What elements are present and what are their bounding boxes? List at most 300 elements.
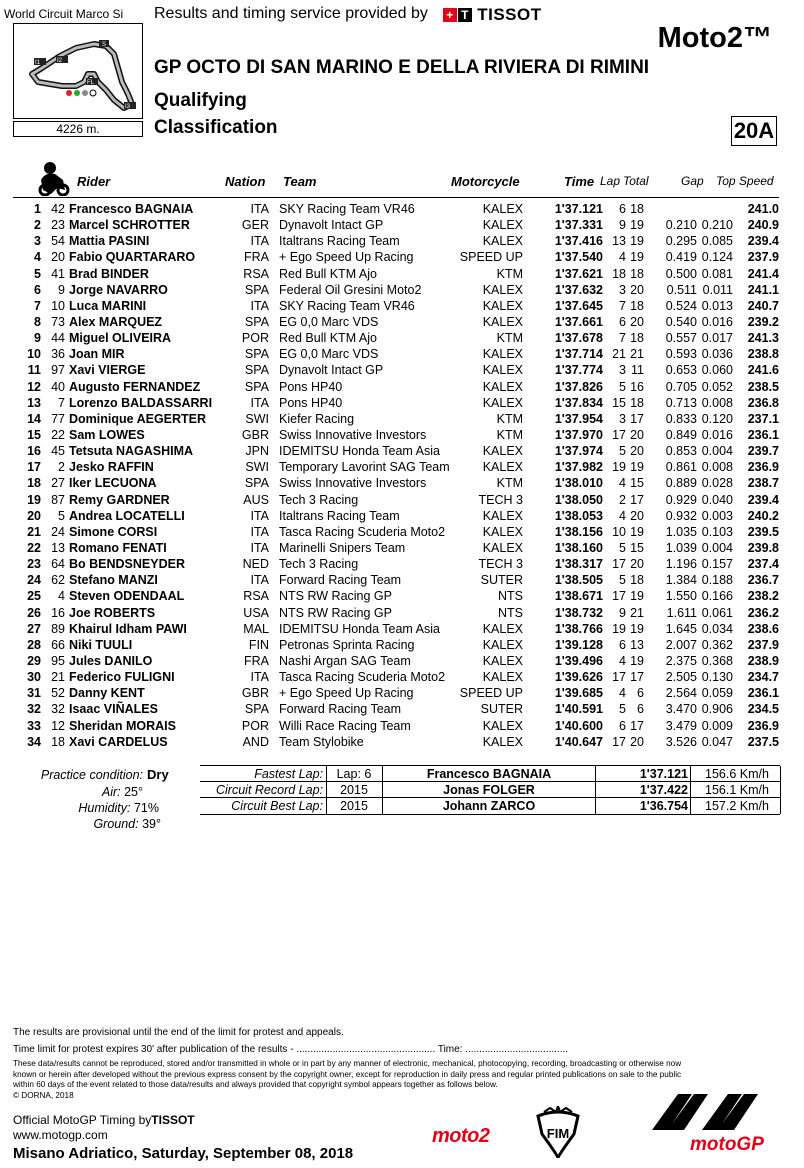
record-time: 1'36.754 — [639, 799, 688, 813]
table-row — [13, 298, 779, 314]
record-row — [200, 798, 780, 814]
position: 26 — [27, 605, 41, 620]
top-speed: 236.9 — [747, 718, 779, 733]
position: 12 — [27, 379, 41, 394]
rider-number: 52 — [51, 686, 65, 701]
top-speed: 237.9 — [747, 637, 779, 652]
document-type: Classification — [154, 117, 278, 138]
rider-number: 41 — [51, 266, 65, 281]
total-laps: 19 — [630, 653, 644, 668]
total-laps: 18 — [630, 573, 644, 588]
motorcycle: KALEX — [482, 653, 523, 668]
team-name: Tasca Racing Scuderia Moto2 — [279, 524, 446, 539]
nation: ITA — [250, 234, 269, 249]
rider-name: Luca MARINI — [69, 298, 147, 313]
rider-name: Sam LOWES — [69, 427, 145, 442]
gap-to-first: 0.419 — [665, 250, 697, 265]
team-name: Italtrans Racing Team — [279, 508, 400, 523]
gap-to-previous: 0.016 — [701, 314, 733, 329]
total-laps: 17 — [630, 718, 644, 733]
top-speed: 237.1 — [747, 411, 779, 426]
total-laps: 19 — [630, 218, 644, 233]
table-row — [13, 443, 779, 459]
motorcycle: KTM — [496, 331, 523, 346]
team-name: Tasca Racing Scuderia Moto2 — [279, 670, 446, 685]
lap-time: 1'37.714 — [554, 347, 603, 362]
gap-to-previous: 0.004 — [701, 540, 733, 555]
best-lap: 3 — [619, 411, 626, 426]
total-laps: 19 — [630, 621, 644, 636]
table-row — [13, 572, 779, 588]
rider-name: Isaac VIÑALES — [69, 702, 158, 717]
rider-name: Jesko RAFFIN — [69, 460, 154, 475]
best-lap: 3 — [619, 282, 626, 297]
total-laps: 18 — [630, 266, 644, 281]
gap-to-previous: 0.085 — [701, 234, 733, 249]
best-lap: 5 — [619, 702, 626, 717]
total-laps: 13 — [630, 637, 644, 652]
nation: SPA — [244, 702, 269, 717]
best-lap: 5 — [619, 540, 626, 555]
team-name: Forward Racing Team — [279, 573, 402, 588]
rider-number: 73 — [51, 314, 65, 329]
rider-number: 40 — [51, 379, 65, 394]
nation: SPA — [244, 347, 269, 362]
table-row — [13, 734, 779, 750]
best-lap: 17 — [612, 589, 626, 604]
gap-to-first: 0.210 — [665, 218, 697, 233]
lap-time: 1'37.834 — [554, 395, 603, 410]
motorcycle: SPEED UP — [459, 686, 523, 701]
nation: FRA — [244, 250, 269, 265]
tissot-logo-text: TISSOT — [477, 5, 542, 24]
gap-to-first: 0.705 — [665, 379, 697, 394]
nation: ITA — [250, 573, 269, 588]
gap-to-previous: 0.008 — [701, 460, 733, 475]
records-table — [200, 765, 780, 815]
motorcycle: KTM — [496, 476, 523, 491]
lap-time: 1'39.496 — [554, 653, 603, 668]
gap-to-first: 1.035 — [665, 524, 697, 539]
motorcycle: SUTER — [480, 702, 523, 717]
gap-to-first: 0.833 — [665, 411, 697, 426]
table-row — [13, 540, 779, 556]
rider-number: 97 — [51, 363, 65, 378]
table-row — [13, 556, 779, 572]
gap-to-previous: 0.362 — [701, 637, 733, 652]
position: 31 — [27, 686, 41, 701]
lap-time: 1'37.774 — [554, 363, 603, 378]
gap-to-previous: 0.120 — [701, 411, 733, 426]
rider-name: Francesco BAGNAIA — [69, 202, 194, 216]
rider-name: Alex MARQUEZ — [69, 314, 163, 329]
team-name: Red Bull KTM Ajo — [279, 331, 377, 346]
fim-logo-text: FIM — [546, 1126, 570, 1141]
total-laps: 20 — [630, 444, 644, 459]
top-speed: 237.9 — [747, 250, 779, 265]
gap-to-first: 0.540 — [665, 314, 697, 329]
provisional-note: The results are provisional until the end of the limit for protest and appeals. — [13, 1027, 344, 1038]
nation: FRA — [244, 653, 269, 668]
practice-condition — [0, 768, 143, 782]
nation: SPA — [244, 282, 269, 297]
total-laps: 18 — [630, 331, 644, 346]
position: 4 — [34, 250, 41, 265]
top-speed: 239.4 — [747, 234, 779, 249]
nation: FIN — [248, 637, 269, 652]
rider-name: Marcel SCHROTTER — [69, 218, 190, 233]
best-lap: 6 — [619, 314, 626, 329]
top-speed: 240.7 — [747, 298, 779, 313]
gap-to-previous: 0.081 — [701, 266, 733, 281]
position: 13 — [27, 395, 41, 410]
best-lap: 4 — [619, 653, 626, 668]
col-team: Team — [283, 174, 317, 189]
lap-time: 1'40.647 — [554, 734, 603, 749]
lap-time: 1'37.954 — [554, 411, 603, 426]
position: 33 — [27, 718, 41, 733]
rider-name: Bo BENDSNEYDER — [69, 557, 185, 572]
lap-time: 1'38.010 — [554, 476, 603, 491]
lap-time: 1'37.621 — [554, 266, 603, 281]
gap-to-previous: 0.008 — [701, 395, 733, 410]
gap-to-previous: 0.157 — [701, 557, 733, 572]
nation: POR — [241, 331, 269, 346]
best-lap: 6 — [619, 637, 626, 652]
gap-to-first: 2.564 — [665, 686, 697, 701]
table-row — [13, 395, 779, 411]
humidity — [16, 801, 159, 815]
top-speed: 236.2 — [747, 605, 779, 620]
gap-to-first: 2.505 — [665, 670, 697, 685]
rider-number: 66 — [51, 637, 65, 652]
record-speed: 156.6 Km/h — [705, 767, 769, 781]
results-table — [13, 201, 779, 750]
best-lap: 15 — [612, 395, 626, 410]
best-lap: 2 — [619, 492, 626, 507]
table-row — [13, 249, 779, 265]
rider-name: Romano FENATI — [69, 540, 167, 555]
track-layout-icon — [14, 24, 142, 118]
lap-time: 1'37.982 — [554, 460, 603, 475]
table-row — [13, 459, 779, 475]
gap-to-previous: 0.004 — [701, 444, 733, 459]
gap-to-previous: 0.061 — [701, 605, 733, 620]
motorcycle: KTM — [496, 427, 523, 442]
team-name: + Ego Speed Up Racing — [279, 250, 414, 265]
motorcycle: KTM — [496, 266, 523, 281]
total-laps: 15 — [630, 476, 644, 491]
practice-condition-label: Practice condition: — [40, 768, 143, 782]
lap-time: 1'38.317 — [554, 557, 603, 572]
record-rider: Johann ZARCO — [442, 799, 536, 813]
lap-time: 1'38.050 — [554, 492, 603, 507]
best-lap: 7 — [619, 298, 626, 313]
rider-name: Joe ROBERTS — [69, 605, 156, 620]
team-name: EG 0,0 Marc VDS — [279, 314, 379, 329]
team-name: Kiefer Racing — [279, 411, 355, 426]
best-lap: 4 — [619, 250, 626, 265]
rider-helmet-icon — [37, 160, 71, 196]
table-row — [13, 605, 779, 621]
position: 7 — [34, 298, 41, 313]
rider-name: Steven ODENDAAL — [69, 589, 185, 604]
position: 34 — [27, 734, 41, 749]
place-date: Misano Adriatico, Saturday, September 08, 2018 — [13, 1145, 354, 1162]
nation: SPA — [244, 314, 269, 329]
nation: SPA — [244, 363, 269, 378]
gap-to-first: 3.479 — [665, 718, 697, 733]
team-name: Swiss Innovative Investors — [279, 427, 427, 442]
team-name: Willi Race Racing Team — [279, 718, 411, 733]
team-name: IDEMITSU Honda Team Asia — [279, 621, 440, 636]
top-speed: 239.5 — [747, 524, 779, 539]
motorcycle: KALEX — [482, 234, 523, 249]
lap-time: 1'38.160 — [554, 540, 603, 555]
top-speed: 238.6 — [747, 621, 779, 636]
position: 32 — [27, 702, 41, 717]
rider-name: Brad BINDER — [69, 266, 149, 281]
rider-name: Khairul Idham PAWI — [69, 621, 187, 636]
humidity-label: Humidity: — [78, 801, 131, 815]
gap-to-first: 1.611 — [666, 605, 697, 620]
total-laps: 20 — [630, 314, 644, 329]
table-row — [13, 346, 779, 362]
motorcycle: KALEX — [482, 218, 523, 233]
position: 2 — [34, 218, 41, 233]
team-name: Team Stylobike — [279, 734, 364, 749]
tissot-logo — [443, 5, 542, 25]
motorcycle: KALEX — [482, 524, 523, 539]
table-row — [13, 362, 779, 378]
lap-time: 1'38.505 — [554, 573, 603, 588]
table-header — [13, 168, 779, 198]
gap-to-previous: 0.906 — [701, 702, 733, 717]
air-value: 25° — [124, 785, 143, 799]
team-name: Swiss Innovative Investors — [279, 476, 427, 491]
position: 1 — [34, 202, 41, 216]
lap-time: 1'40.591 — [554, 702, 603, 717]
air-temp — [0, 785, 143, 799]
table-row — [13, 330, 779, 346]
nation: SPA — [244, 476, 269, 491]
lap-time: 1'39.626 — [554, 670, 603, 685]
nation: JPN — [245, 444, 269, 459]
ground-temp — [18, 817, 161, 831]
gap-to-first: 1.384 — [665, 573, 697, 588]
team-name: + Ego Speed Up Racing — [279, 686, 414, 701]
motorcycle: KALEX — [482, 395, 523, 410]
total-laps: 15 — [630, 540, 644, 555]
rider-name: Simone CORSI — [69, 524, 158, 539]
motorcycle: SPEED UP — [459, 250, 523, 265]
best-lap: 4 — [619, 476, 626, 491]
record-row — [200, 782, 780, 798]
best-lap: 7 — [619, 331, 626, 346]
rider-number: 89 — [51, 621, 65, 636]
motorcycle: KALEX — [482, 282, 523, 297]
gap-to-first: 0.929 — [665, 492, 697, 507]
rider-number: 12 — [51, 718, 65, 733]
best-lap: 19 — [612, 460, 626, 475]
gap-to-first: 0.713 — [665, 395, 697, 410]
record-label: Circuit Best Lap: — [231, 799, 323, 813]
best-lap: 9 — [619, 218, 626, 233]
rider-name: Andrea LOCATELLI — [69, 508, 185, 523]
position: 24 — [27, 573, 41, 588]
best-lap: 4 — [619, 508, 626, 523]
position: 9 — [34, 331, 41, 346]
rider-number: 54 — [51, 234, 65, 249]
website-link[interactable]: www.motogp.com — [13, 1128, 108, 1142]
copyright-line-1: These data/results cannot be reproduced, stored and/or transmitted in whole or in part by any manner of electronic, mechanical, photocopying, recording, broadcasting or otherwise now — [13, 1059, 682, 1068]
event-name: GP OCTO DI SAN MARINO E DELLA RIVIERA DI RIMINI — [154, 57, 650, 78]
best-lap: 3 — [619, 363, 626, 378]
lap-time: 1'37.970 — [554, 427, 603, 442]
rider-number: 64 — [51, 557, 65, 572]
total-laps: 19 — [630, 234, 644, 249]
position: 14 — [27, 411, 41, 426]
gap-to-first: 3.526 — [665, 734, 697, 749]
session-name: Qualifying — [154, 90, 247, 111]
gap-to-previous: 0.166 — [701, 589, 733, 604]
gap-to-previous: 0.003 — [701, 508, 733, 523]
rider-name: Dominique AEGERTER — [69, 411, 207, 426]
map-label-i3: I3 — [125, 104, 131, 110]
best-lap: 21 — [612, 347, 626, 362]
official-timing — [13, 1113, 195, 1127]
gray-dot-icon — [82, 90, 88, 96]
record-lap: 2015 — [340, 799, 368, 813]
team-name: Tech 3 Racing — [279, 492, 359, 507]
gap-to-previous: 0.028 — [701, 476, 733, 491]
record-speed: 157.2 Km/h — [705, 799, 769, 813]
best-lap: 19 — [612, 621, 626, 636]
rider-number: 10 — [51, 298, 65, 313]
top-speed: 241.3 — [747, 331, 779, 346]
top-speed: 238.5 — [747, 379, 779, 394]
col-top-speed: Top Speed — [716, 174, 774, 188]
rider-number: 32 — [51, 702, 65, 717]
rider-number: 16 — [51, 605, 65, 620]
table-row — [13, 685, 779, 701]
table-row — [13, 701, 779, 717]
lap-time: 1'37.661 — [554, 314, 603, 329]
motorcycle: KALEX — [482, 379, 523, 394]
table-row — [13, 669, 779, 685]
motorcycle: KALEX — [482, 444, 523, 459]
best-lap: 4 — [619, 686, 626, 701]
best-lap: 18 — [612, 266, 626, 281]
top-speed: 239.7 — [747, 444, 779, 459]
gap-to-first: 1.645 — [665, 621, 697, 636]
rider-number: 13 — [51, 540, 65, 555]
top-speed: 240.2 — [747, 508, 779, 523]
lap-time: 1'38.671 — [554, 589, 603, 604]
top-speed: 236.8 — [747, 395, 779, 410]
copyright-line-3: within 60 days of the event related to those data/results and always provided that copyright symbol appears together as follows below. — [13, 1080, 498, 1089]
rider-number: 24 — [51, 524, 65, 539]
record-lap: Lap: 6 — [336, 767, 372, 781]
nation: ITA — [250, 202, 269, 216]
table-row — [13, 621, 779, 637]
header-divider — [13, 197, 779, 198]
provided-by-text: Results and timing service provided by — [154, 5, 428, 22]
air-label: Air: — [101, 785, 121, 799]
col-time: Time — [564, 174, 595, 189]
motorcycle: KALEX — [482, 298, 523, 313]
circuit-name: World Circuit Marco Si — [4, 7, 124, 21]
nation: MAL — [243, 621, 269, 636]
best-lap: 10 — [612, 524, 626, 539]
nation: NED — [242, 557, 269, 572]
total-laps: 18 — [630, 202, 644, 216]
record-label: Circuit Record Lap: — [216, 783, 323, 797]
rider-number: 22 — [51, 427, 65, 442]
team-name: NTS RW Racing GP — [279, 605, 392, 620]
rider-number: 23 — [51, 218, 65, 233]
gap-to-previous: 0.036 — [701, 347, 733, 362]
nation: SWI — [245, 411, 269, 426]
motorcycle: KTM — [496, 411, 523, 426]
motorcycle: KALEX — [482, 637, 523, 652]
team-name: Petronas Sprinta Racing — [279, 637, 415, 652]
gap-to-first: 3.470 — [665, 702, 697, 717]
top-speed: 236.9 — [747, 460, 779, 475]
table-row — [13, 653, 779, 669]
gap-to-previous: 0.009 — [701, 718, 733, 733]
position: 30 — [27, 670, 41, 685]
team-name: Pons HP40 — [279, 395, 343, 410]
gap-to-previous: 0.047 — [701, 734, 733, 749]
gap-to-first: 0.524 — [665, 298, 697, 313]
nation: GER — [241, 218, 269, 233]
best-lap: 17 — [612, 557, 626, 572]
motogp-logo-text: motoGP — [690, 1134, 764, 1155]
rider-number: 87 — [51, 492, 65, 507]
rider-name: Xavi VIERGE — [69, 363, 146, 378]
tissot-t-icon: T — [458, 8, 472, 22]
top-speed: 241.0 — [747, 202, 779, 216]
rider-number: 77 — [51, 411, 65, 426]
nation: USA — [243, 605, 269, 620]
team-name: Temporary Lavorint SAG Team — [279, 460, 450, 475]
team-name: Pons HP40 — [279, 379, 343, 394]
best-lap: 9 — [619, 605, 626, 620]
team-name: NTS RW Racing GP — [279, 589, 392, 604]
top-speed: 234.7 — [747, 670, 779, 685]
ground-label: Ground: — [93, 817, 139, 831]
total-laps: 6 — [637, 702, 644, 717]
document-code: 20A — [731, 116, 777, 146]
top-speed: 236.7 — [747, 573, 779, 588]
position: 11 — [27, 363, 41, 378]
gap-to-first: 0.500 — [665, 266, 697, 281]
rider-name: Fabio QUARTARARO — [69, 250, 196, 265]
table-row — [13, 427, 779, 443]
map-label-i1: I1 — [35, 60, 41, 66]
position: 18 — [27, 476, 41, 491]
rider-name: Sheridan MORAIS — [69, 718, 176, 733]
lap-time: 1'38.053 — [554, 508, 603, 523]
team-name: Dynavolt Intact GP — [279, 363, 384, 378]
gap-to-previous: 0.034 — [701, 621, 733, 636]
gap-to-previous: 0.188 — [701, 573, 733, 588]
gap-to-first: 2.375 — [665, 653, 697, 668]
rider-number: 62 — [51, 573, 65, 588]
record-row — [200, 766, 780, 782]
rider-number: 7 — [58, 395, 65, 410]
